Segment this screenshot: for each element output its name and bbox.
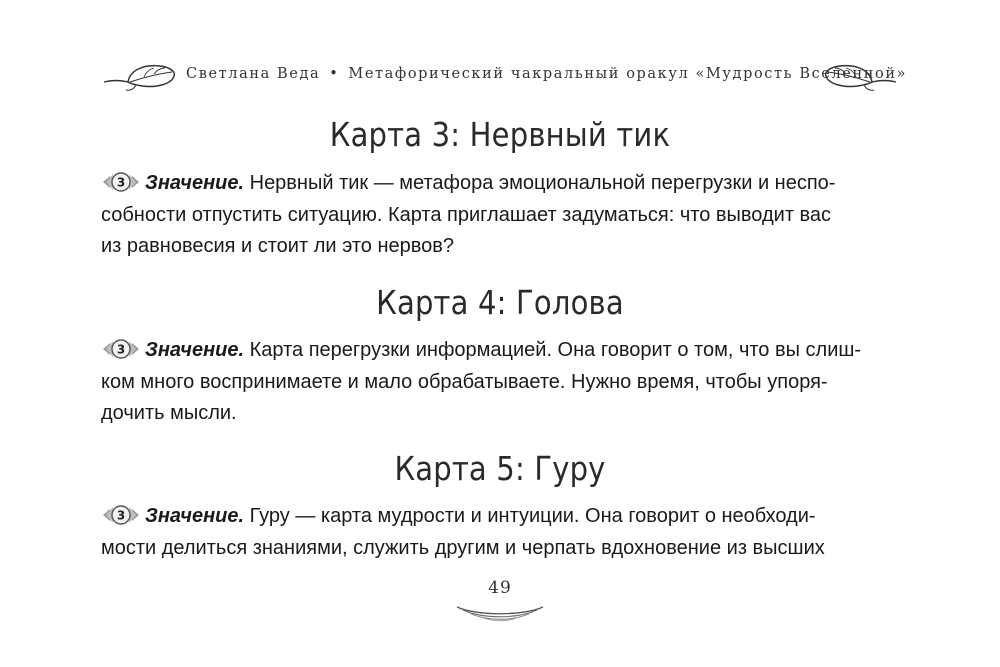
page-number: 49	[488, 578, 512, 598]
chakra-number: 3	[116, 508, 126, 523]
meaning-line-3: дочить мысли.	[101, 402, 237, 424]
card-5-meaning	[101, 501, 901, 564]
feather-flourish-icon	[453, 602, 547, 624]
meaning-label: Значение.	[145, 505, 245, 527]
header-book-title: Метафорический чакральный оракул «Мудрость Вселенной»	[348, 66, 908, 82]
meaning-line-2: собности отпустить ситуацию. Карта приглашает задуматься: что выводит вас	[101, 203, 832, 226]
card-3-meaning	[101, 168, 901, 263]
card-3-title: Карта 3: Нервный тик	[329, 115, 671, 154]
leaf-ornament-icon	[822, 58, 900, 94]
meaning-line-3: из равновесия и стоит ли это нервов?	[101, 235, 455, 257]
meaning-line-1: Нервный тик — метафора эмоциональной перегрузки и неспо-	[244, 172, 836, 194]
meaning-line-2: ком много воспринимаете и мало обрабатываете. Нужно время, чтобы упоря-	[101, 370, 828, 393]
card-4-title: Карта 4: Голова	[376, 283, 624, 322]
meaning-label: Значение.	[145, 172, 245, 194]
chakra-badge-icon	[101, 338, 141, 360]
header-text	[186, 66, 908, 82]
card-5-title: Карта 5: Гуру	[394, 449, 606, 488]
header-author: Светлана Веда	[186, 66, 321, 82]
meaning-line-2: мости делиться знаниями, служить другим и черпать вдохновение из высших	[101, 536, 825, 559]
chakra-badge-icon	[101, 171, 141, 193]
chakra-number: 3	[116, 342, 126, 357]
meaning-line-1: Гуру — карта мудрости и интуиции. Она говорит о необходи-	[244, 505, 816, 527]
running-header	[0, 58, 1000, 98]
chakra-number: 3	[116, 175, 126, 190]
leaf-ornament-icon	[100, 58, 178, 94]
meaning-line-1: Карта перегрузки информацией. Она говорит о том, что вы слиш-	[244, 339, 862, 361]
meaning-label: Значение.	[145, 339, 245, 361]
chakra-badge-icon	[101, 504, 141, 526]
header-separator: •	[329, 66, 340, 82]
card-4-meaning	[101, 335, 901, 430]
